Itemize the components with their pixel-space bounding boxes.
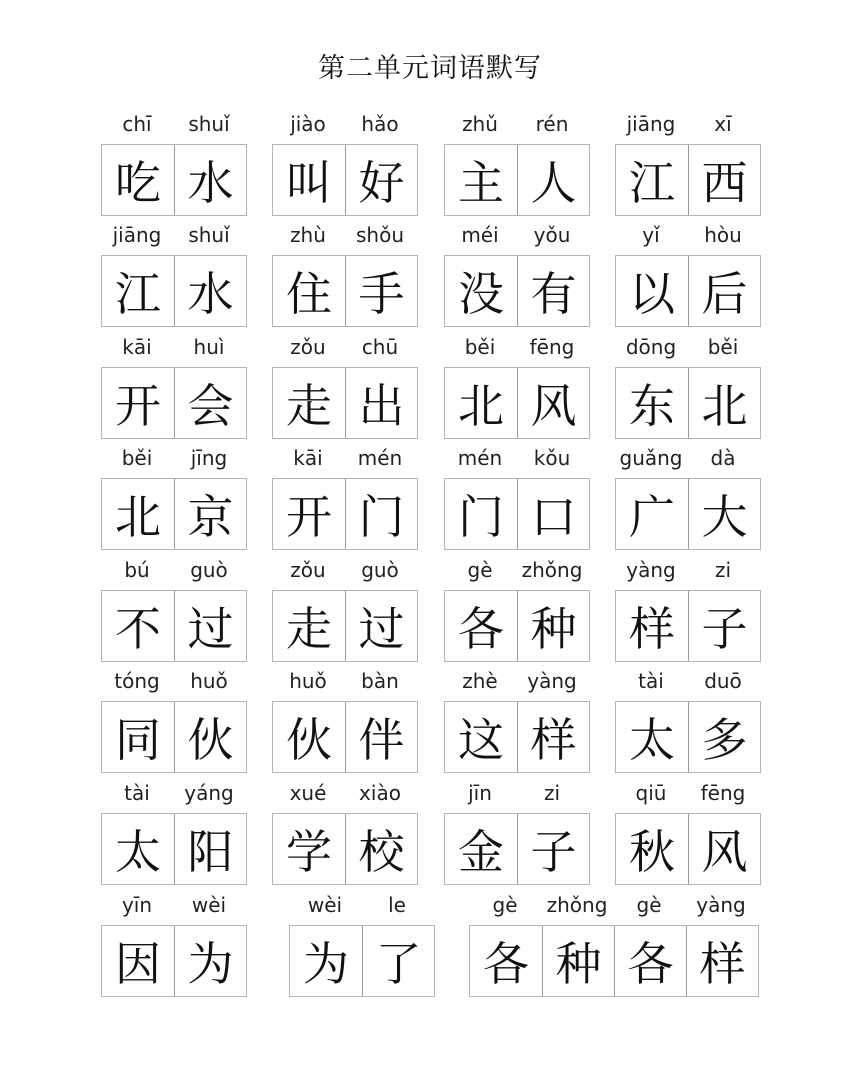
- pinyin: gè: [467, 558, 493, 582]
- word-group: [101, 112, 247, 218]
- pinyin: mén: [457, 446, 503, 470]
- character-grid: [272, 144, 418, 216]
- pinyin: dà: [710, 446, 736, 470]
- character-cell: 因: [115, 937, 161, 991]
- word-group: [101, 893, 247, 999]
- pinyin-row: [444, 669, 590, 697]
- character-cell: 多: [688, 702, 760, 772]
- pinyin-row: [444, 112, 590, 140]
- pinyin: dōng: [625, 335, 677, 359]
- pinyin: fēng: [529, 335, 575, 359]
- pinyin: zǒu: [290, 558, 326, 582]
- character-grid: [101, 478, 247, 550]
- character-grid: [615, 813, 761, 885]
- pinyin: bú: [124, 558, 150, 582]
- word-group: [101, 446, 247, 552]
- character-cell: 学: [286, 825, 332, 879]
- pinyin-row: [101, 669, 247, 697]
- character-cell: 了: [362, 926, 434, 996]
- page-title: 第二单元词语默写: [318, 53, 542, 84]
- pinyin-row: [101, 558, 247, 586]
- character-grid: [469, 925, 759, 997]
- pinyin: guò: [361, 558, 399, 582]
- character-cell: 过: [345, 591, 417, 661]
- pinyin: chū: [361, 335, 399, 359]
- character-grid: [101, 144, 247, 216]
- pinyin: huì: [193, 335, 225, 359]
- character-grid: [101, 925, 247, 997]
- character-cell: 伙: [286, 713, 332, 767]
- character-grid: [272, 701, 418, 773]
- pinyin: chī: [122, 112, 152, 136]
- character-grid: [101, 813, 247, 885]
- pinyin: zhè: [462, 669, 498, 693]
- character-grid: [444, 144, 590, 216]
- pinyin-row: [444, 335, 590, 363]
- character-cell: 同: [115, 713, 161, 767]
- character-cell: 太: [115, 825, 161, 879]
- character-cell: 为: [303, 937, 349, 991]
- character-cell: 水: [174, 145, 246, 215]
- character-cell: 走: [286, 379, 332, 433]
- pinyin: tài: [124, 781, 150, 805]
- character-cell: 开: [286, 490, 332, 544]
- pinyin-row: [101, 335, 247, 363]
- word-group: [444, 669, 590, 775]
- word-group: [272, 112, 418, 218]
- pinyin: huǒ: [190, 669, 228, 693]
- pinyin-row: [615, 335, 761, 363]
- pinyin: huǒ: [289, 669, 327, 693]
- character-cell: 主: [458, 156, 504, 210]
- pinyin-row: [272, 781, 418, 809]
- character-cell: 后: [688, 256, 760, 326]
- pinyin: yàng: [696, 893, 746, 917]
- character-cell: 校: [345, 814, 417, 884]
- word-group: [289, 893, 435, 999]
- word-group: [615, 669, 761, 775]
- pinyin-row: [289, 893, 435, 921]
- character-cell: 门: [458, 490, 504, 544]
- character-cell: 为: [174, 926, 246, 996]
- pinyin-row: [615, 558, 761, 586]
- character-cell: 人: [517, 145, 589, 215]
- character-cell: 阳: [174, 814, 246, 884]
- character-cell: 秋: [629, 825, 675, 879]
- word-group: [444, 112, 590, 218]
- pinyin: kǒu: [533, 446, 571, 470]
- pinyin: zhǔ: [462, 112, 498, 136]
- character-grid: [444, 255, 590, 327]
- pinyin: wèi: [307, 893, 343, 917]
- pinyin-row: [101, 223, 247, 251]
- character-grid: [615, 367, 761, 439]
- character-cell: 各: [483, 937, 529, 991]
- character-cell: 太: [629, 713, 675, 767]
- pinyin-row: [444, 223, 590, 251]
- character-cell: 吃: [115, 156, 161, 210]
- character-cell: 广: [629, 490, 675, 544]
- character-grid: [272, 813, 418, 885]
- character-cell: 各: [614, 926, 686, 996]
- pinyin-row: [615, 669, 761, 697]
- pinyin: guò: [190, 558, 228, 582]
- word-group: [272, 558, 418, 664]
- pinyin-row: [469, 893, 759, 921]
- word-group: [101, 669, 247, 775]
- pinyin: shǒu: [355, 223, 404, 247]
- character-grid: [272, 255, 418, 327]
- pinyin: tài: [638, 669, 664, 693]
- word-group: [272, 781, 418, 887]
- pinyin-row: [444, 446, 590, 474]
- character-cell: 风: [517, 368, 589, 438]
- character-cell: 东: [629, 379, 675, 433]
- character-cell: 江: [629, 156, 675, 210]
- word-group: [615, 112, 761, 218]
- pinyin: rén: [535, 112, 569, 136]
- character-grid: [615, 590, 761, 662]
- pinyin-row: [272, 223, 418, 251]
- character-cell: 没: [458, 267, 504, 321]
- pinyin: xué: [289, 781, 327, 805]
- pinyin: zhǒng: [546, 893, 608, 917]
- word-group: [272, 223, 418, 329]
- word-group: [444, 558, 590, 664]
- character-cell: 不: [115, 602, 161, 656]
- word-group: [444, 335, 590, 441]
- pinyin: gè: [636, 893, 662, 917]
- character-cell: 水: [174, 256, 246, 326]
- character-grid: [615, 255, 761, 327]
- character-grid: [272, 367, 418, 439]
- pinyin: xī: [714, 112, 732, 136]
- character-cell: 开: [115, 379, 161, 433]
- pinyin: jiào: [290, 112, 326, 136]
- character-cell: 这: [458, 713, 504, 767]
- character-cell: 种: [517, 591, 589, 661]
- character-cell: 会: [174, 368, 246, 438]
- character-grid: [615, 144, 761, 216]
- character-cell: 风: [688, 814, 760, 884]
- word-group: [444, 223, 590, 329]
- character-cell: 口: [517, 479, 589, 549]
- pinyin-row: [444, 781, 590, 809]
- pinyin: jīn: [468, 781, 492, 805]
- pinyin: méi: [461, 223, 499, 247]
- character-cell: 样: [517, 702, 589, 772]
- pinyin-row: [272, 446, 418, 474]
- character-grid: [101, 590, 247, 662]
- pinyin-row: [615, 781, 761, 809]
- character-cell: 门: [345, 479, 417, 549]
- word-group: [615, 558, 761, 664]
- character-grid: [101, 367, 247, 439]
- pinyin: zi: [543, 781, 561, 805]
- character-cell: 北: [115, 490, 161, 544]
- word-group: [272, 446, 418, 552]
- character-cell: 出: [345, 368, 417, 438]
- character-cell: 京: [174, 479, 246, 549]
- word-group: [101, 223, 247, 329]
- character-cell: 北: [688, 368, 760, 438]
- pinyin: zhù: [290, 223, 326, 247]
- pinyin: běi: [464, 335, 496, 359]
- pinyin: běi: [707, 335, 739, 359]
- character-cell: 子: [688, 591, 760, 661]
- pinyin: shuǐ: [188, 223, 230, 247]
- pinyin: zǒu: [290, 335, 326, 359]
- pinyin: yīn: [121, 893, 153, 917]
- character-grid: [444, 813, 590, 885]
- character-cell: 江: [115, 267, 161, 321]
- character-cell: 大: [688, 479, 760, 549]
- word-group: [615, 223, 761, 329]
- pinyin-row: [101, 112, 247, 140]
- pinyin: kāi: [122, 335, 152, 359]
- character-cell: 样: [629, 602, 675, 656]
- pinyin: kāi: [293, 446, 323, 470]
- pinyin: yàng: [626, 558, 676, 582]
- character-grid: [615, 701, 761, 773]
- pinyin: bàn: [361, 669, 399, 693]
- word-group: [615, 335, 761, 441]
- pinyin: shuǐ: [188, 112, 230, 136]
- character-cell: 走: [286, 602, 332, 656]
- pinyin-row: [272, 335, 418, 363]
- pinyin-row: [272, 558, 418, 586]
- word-group: [615, 781, 761, 887]
- character-grid: [272, 478, 418, 550]
- pinyin: zi: [714, 558, 732, 582]
- character-grid: [101, 701, 247, 773]
- pinyin: jiāng: [112, 223, 162, 247]
- character-cell: 叫: [286, 156, 332, 210]
- word-group: [469, 893, 759, 999]
- character-cell: 过: [174, 591, 246, 661]
- pinyin: wèi: [191, 893, 227, 917]
- character-cell: 种: [542, 926, 614, 996]
- pinyin: jiāng: [626, 112, 676, 136]
- pinyin: guǎng: [619, 446, 683, 470]
- pinyin-row: [101, 893, 247, 921]
- pinyin: yǐ: [642, 223, 660, 247]
- pinyin: gè: [492, 893, 518, 917]
- character-grid: [615, 478, 761, 550]
- pinyin-row: [101, 781, 247, 809]
- word-group: [272, 335, 418, 441]
- pinyin-row: [444, 558, 590, 586]
- pinyin: qiū: [635, 781, 667, 805]
- character-grid: [272, 590, 418, 662]
- word-group: [444, 781, 590, 887]
- character-cell: 以: [629, 267, 675, 321]
- character-grid: [444, 367, 590, 439]
- word-group: [101, 335, 247, 441]
- pinyin: yǒu: [533, 223, 571, 247]
- pinyin: duō: [704, 669, 742, 693]
- pinyin: le: [388, 893, 406, 917]
- character-grid: [101, 255, 247, 327]
- word-group: [615, 446, 761, 552]
- pinyin: běi: [121, 446, 153, 470]
- pinyin: yáng: [184, 781, 234, 805]
- pinyin: mén: [357, 446, 403, 470]
- pinyin: xiào: [359, 781, 401, 805]
- character-grid: [444, 590, 590, 662]
- character-cell: 伙: [174, 702, 246, 772]
- character-cell: 西: [688, 145, 760, 215]
- character-grid: [444, 478, 590, 550]
- character-cell: 伴: [345, 702, 417, 772]
- word-group: [444, 446, 590, 552]
- pinyin: hòu: [704, 223, 742, 247]
- pinyin-row: [272, 669, 418, 697]
- pinyin-row: [615, 112, 761, 140]
- pinyin-row: [272, 112, 418, 140]
- character-cell: 样: [686, 926, 758, 996]
- pinyin-row: [615, 223, 761, 251]
- character-cell: 金: [458, 825, 504, 879]
- pinyin: jīng: [190, 446, 228, 470]
- word-group: [101, 558, 247, 664]
- character-grid: [289, 925, 435, 997]
- character-cell: 各: [458, 602, 504, 656]
- word-group: [101, 781, 247, 887]
- character-cell: 手: [345, 256, 417, 326]
- pinyin-row: [101, 446, 247, 474]
- pinyin: hǎo: [361, 112, 399, 136]
- character-grid: [444, 701, 590, 773]
- pinyin-row: [615, 446, 761, 474]
- character-cell: 住: [286, 267, 332, 321]
- pinyin: yàng: [527, 669, 577, 693]
- word-group: [272, 669, 418, 775]
- pinyin: tóng: [114, 669, 160, 693]
- character-cell: 好: [345, 145, 417, 215]
- character-cell: 北: [458, 379, 504, 433]
- pinyin: zhǒng: [521, 558, 583, 582]
- character-cell: 子: [517, 814, 589, 884]
- pinyin: fēng: [700, 781, 746, 805]
- character-cell: 有: [517, 256, 589, 326]
